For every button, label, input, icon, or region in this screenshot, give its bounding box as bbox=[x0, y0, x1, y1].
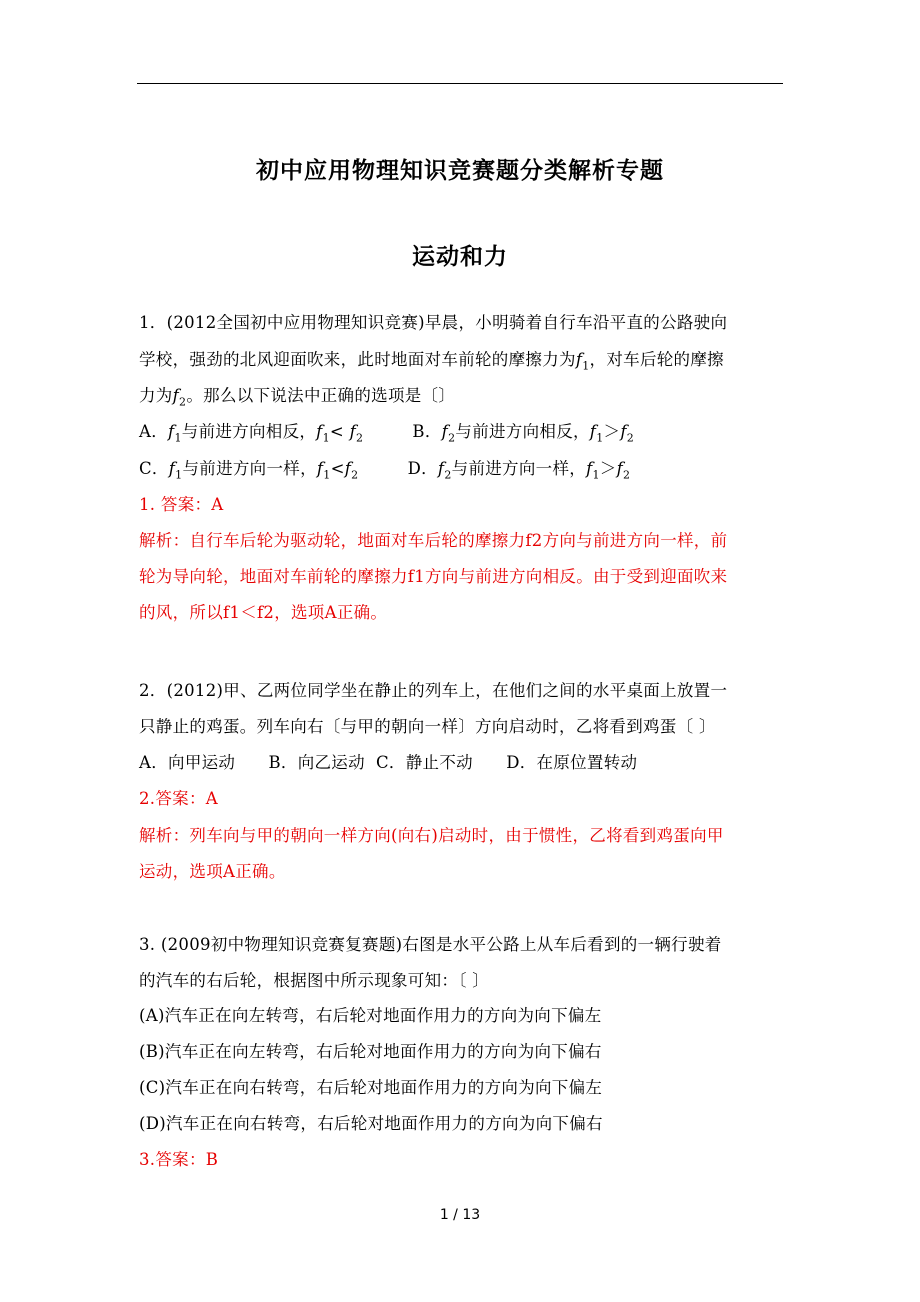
q3-line-2: 的汽车的右后轮，根据图中所示现象可知：〔 〕 bbox=[139, 971, 490, 990]
q3-option-b: (B)汽车正在向左转弯，右后轮对地面作用力的方向为向下偏右 bbox=[139, 1042, 602, 1061]
q3-option-c: (C)汽车正在向右转弯，右后轮对地面作用力的方向为向下偏左 bbox=[139, 1078, 603, 1097]
q2-line-1: 2．(2012)甲、乙两位同学坐在静止的列车上，在他们之间的水平桌面上放置一 bbox=[139, 681, 728, 700]
q1-option-b: B．$f_2$与前进方向相反，$f_1>f_2$ bbox=[412, 422, 635, 445]
q1-line-3: 力为$f_2$。那么以下说法中正确的选项是〔〕 bbox=[139, 386, 456, 409]
q1-answer: 1. 答案：A bbox=[139, 495, 224, 514]
q1-explanation-2: 轮为导向轮，地面对车前轮的摩擦力f1方向与前进方向相反。由于受到迎面吹来 bbox=[139, 567, 728, 586]
document-title: 初中应用物理知识竞赛题分类解析专题 bbox=[256, 157, 664, 184]
q1-line-1: 1．(2012全国初中应用物理知识竞赛)早晨，小明骑着自行车沿平直的公路驶向 bbox=[139, 313, 728, 332]
page-number: 1 / 13 bbox=[439, 1207, 481, 1223]
q1-option-d: D．$f_2$与前进方向一样，$f_1>f_2$ bbox=[407, 459, 631, 482]
document-subtitle: 运动和力 bbox=[412, 243, 508, 270]
q3-option-a: (A)汽车正在向左转弯，右后轮对地面作用力的方向为向下偏左 bbox=[139, 1006, 602, 1025]
q1-explanation-3: 的风，所以f1＜f2，选项A正确。 bbox=[139, 603, 388, 622]
q1-explanation-1: 解析：自行车后轮为驱动轮，地面对车后轮的摩擦力f2方向与前进方向一样，前 bbox=[139, 531, 728, 550]
q1-options-cd bbox=[139, 455, 630, 481]
q2-answer: 2.答案：A bbox=[139, 789, 218, 808]
q1-option-a: A．$f_1$与前进方向相反，$f_1< f_2$ bbox=[139, 422, 364, 445]
header-rule bbox=[137, 83, 783, 84]
q3-option-d: (D)汽车正在向右转弯，右后轮对地面作用力的方向为向下偏右 bbox=[139, 1114, 603, 1133]
q3-answer: 3.答案：B bbox=[139, 1150, 219, 1169]
q2-line-2: 只静止的鸡蛋。列车向右〔与甲的朝向一样〕方向启动时，乙将看到鸡蛋〔 〕 bbox=[139, 717, 716, 736]
q3-line-1: 3. (2009初中物理知识竞赛复赛题)右图是水平公路上从车后看到的一辆行驶着 bbox=[139, 935, 722, 954]
q1-line-2: 学校，强劲的北风迎面吹来，此时地面对车前轮的摩擦力为$f_1$，对车后轮的摩擦 bbox=[139, 350, 724, 373]
q2-explanation-1: 解析：列车向与甲的朝向一样方向(向右)启动时，由于惯性，乙将看到鸡蛋向甲 bbox=[139, 826, 724, 845]
q2-options: A．向甲运动 B．向乙运动 C．静止不动 D．在原位置转动 bbox=[139, 753, 638, 772]
q1-options-ab bbox=[139, 418, 634, 444]
q1-option-c: C．$f_1$与前进方向一样，$f_1<f_2$ bbox=[139, 459, 359, 482]
q2-explanation-2: 运动，选项A正确。 bbox=[139, 862, 286, 881]
